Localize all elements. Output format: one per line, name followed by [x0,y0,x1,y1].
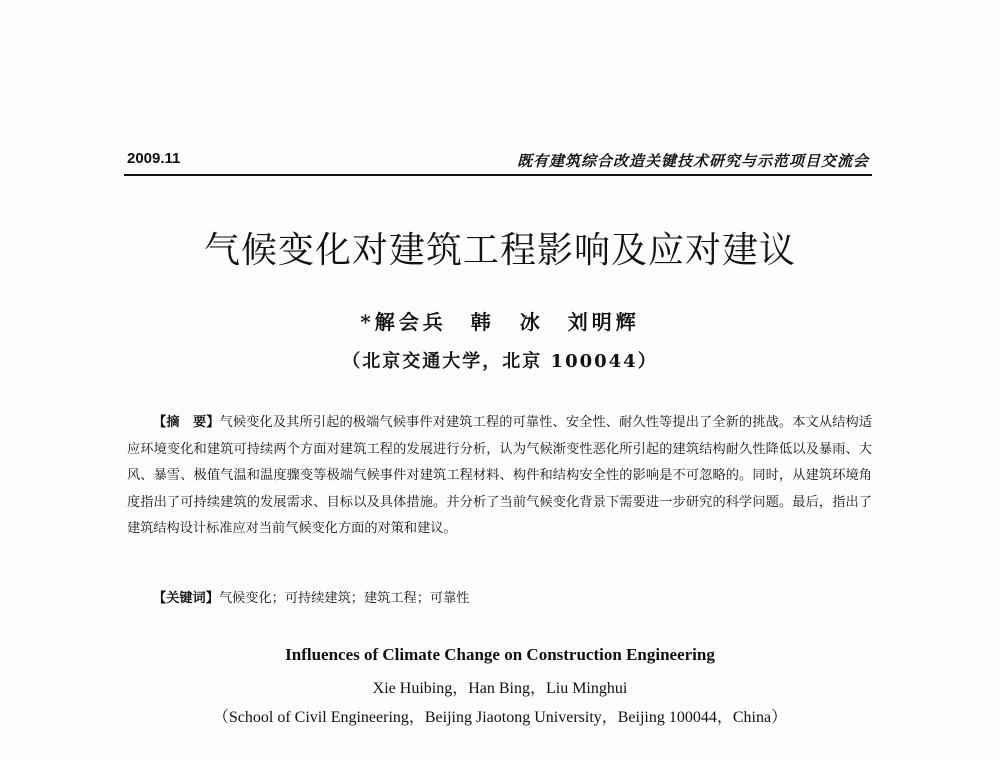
header-conference: 既有建筑综合改造关键技术研究与示范项目交流会 [516,152,869,170]
authors-english: Xie Huibing，Han Bing，Liu Minghui [372,680,628,697]
authors-chinese: *解会兵 韩 冰 刘明辉 [360,310,640,334]
keywords-label: 【关键词】 [153,591,219,606]
affiliation-english: （School of Civil Engineering，Beijing Jiaotong University，Beijing 100044，China） [212,709,788,726]
running-header [127,150,869,174]
abstract-label: 【摘 要】 [153,415,220,430]
affiliation-chinese: （北京交通大学，北京 100044） [342,351,658,372]
abstract [127,410,872,543]
header-rule [124,174,872,176]
paper-title-chinese: 气候变化对建筑工程影响及应对建议 [203,230,796,271]
paper-title-english: Influences of Climate Change on Construction Engineering [285,645,715,664]
header-date: 2009.11 [127,150,181,167]
abstract-text: 气候变化及其所引起的极端气候事件对建筑工程的可靠性、安全性、耐久性等提出了全新的挑战。本文从结构适应环境变化和建筑可持续两个方面对建筑工程的发展进行分析，认为气候渐变性恶化所引起的建筑结构耐久性降低以及暴雨、大风、暴雪、极值气温和温度骤变等极端气候事件对建筑工程材料、构件和结构安全性的影响是不可忽略的。同时，从建筑环境角度指出了可持续建筑的发展需求、目标以及具体措施。并分析了当前气候变化背景下需要进一步研究的科学问题。最后，指出了建筑结构设计标准应对当前气候变化方面的对策和建议。 [127,415,873,537]
keywords [153,587,873,606]
keywords-text: 气候变化；可持续建筑；建筑工程；可靠性 [218,591,470,606]
